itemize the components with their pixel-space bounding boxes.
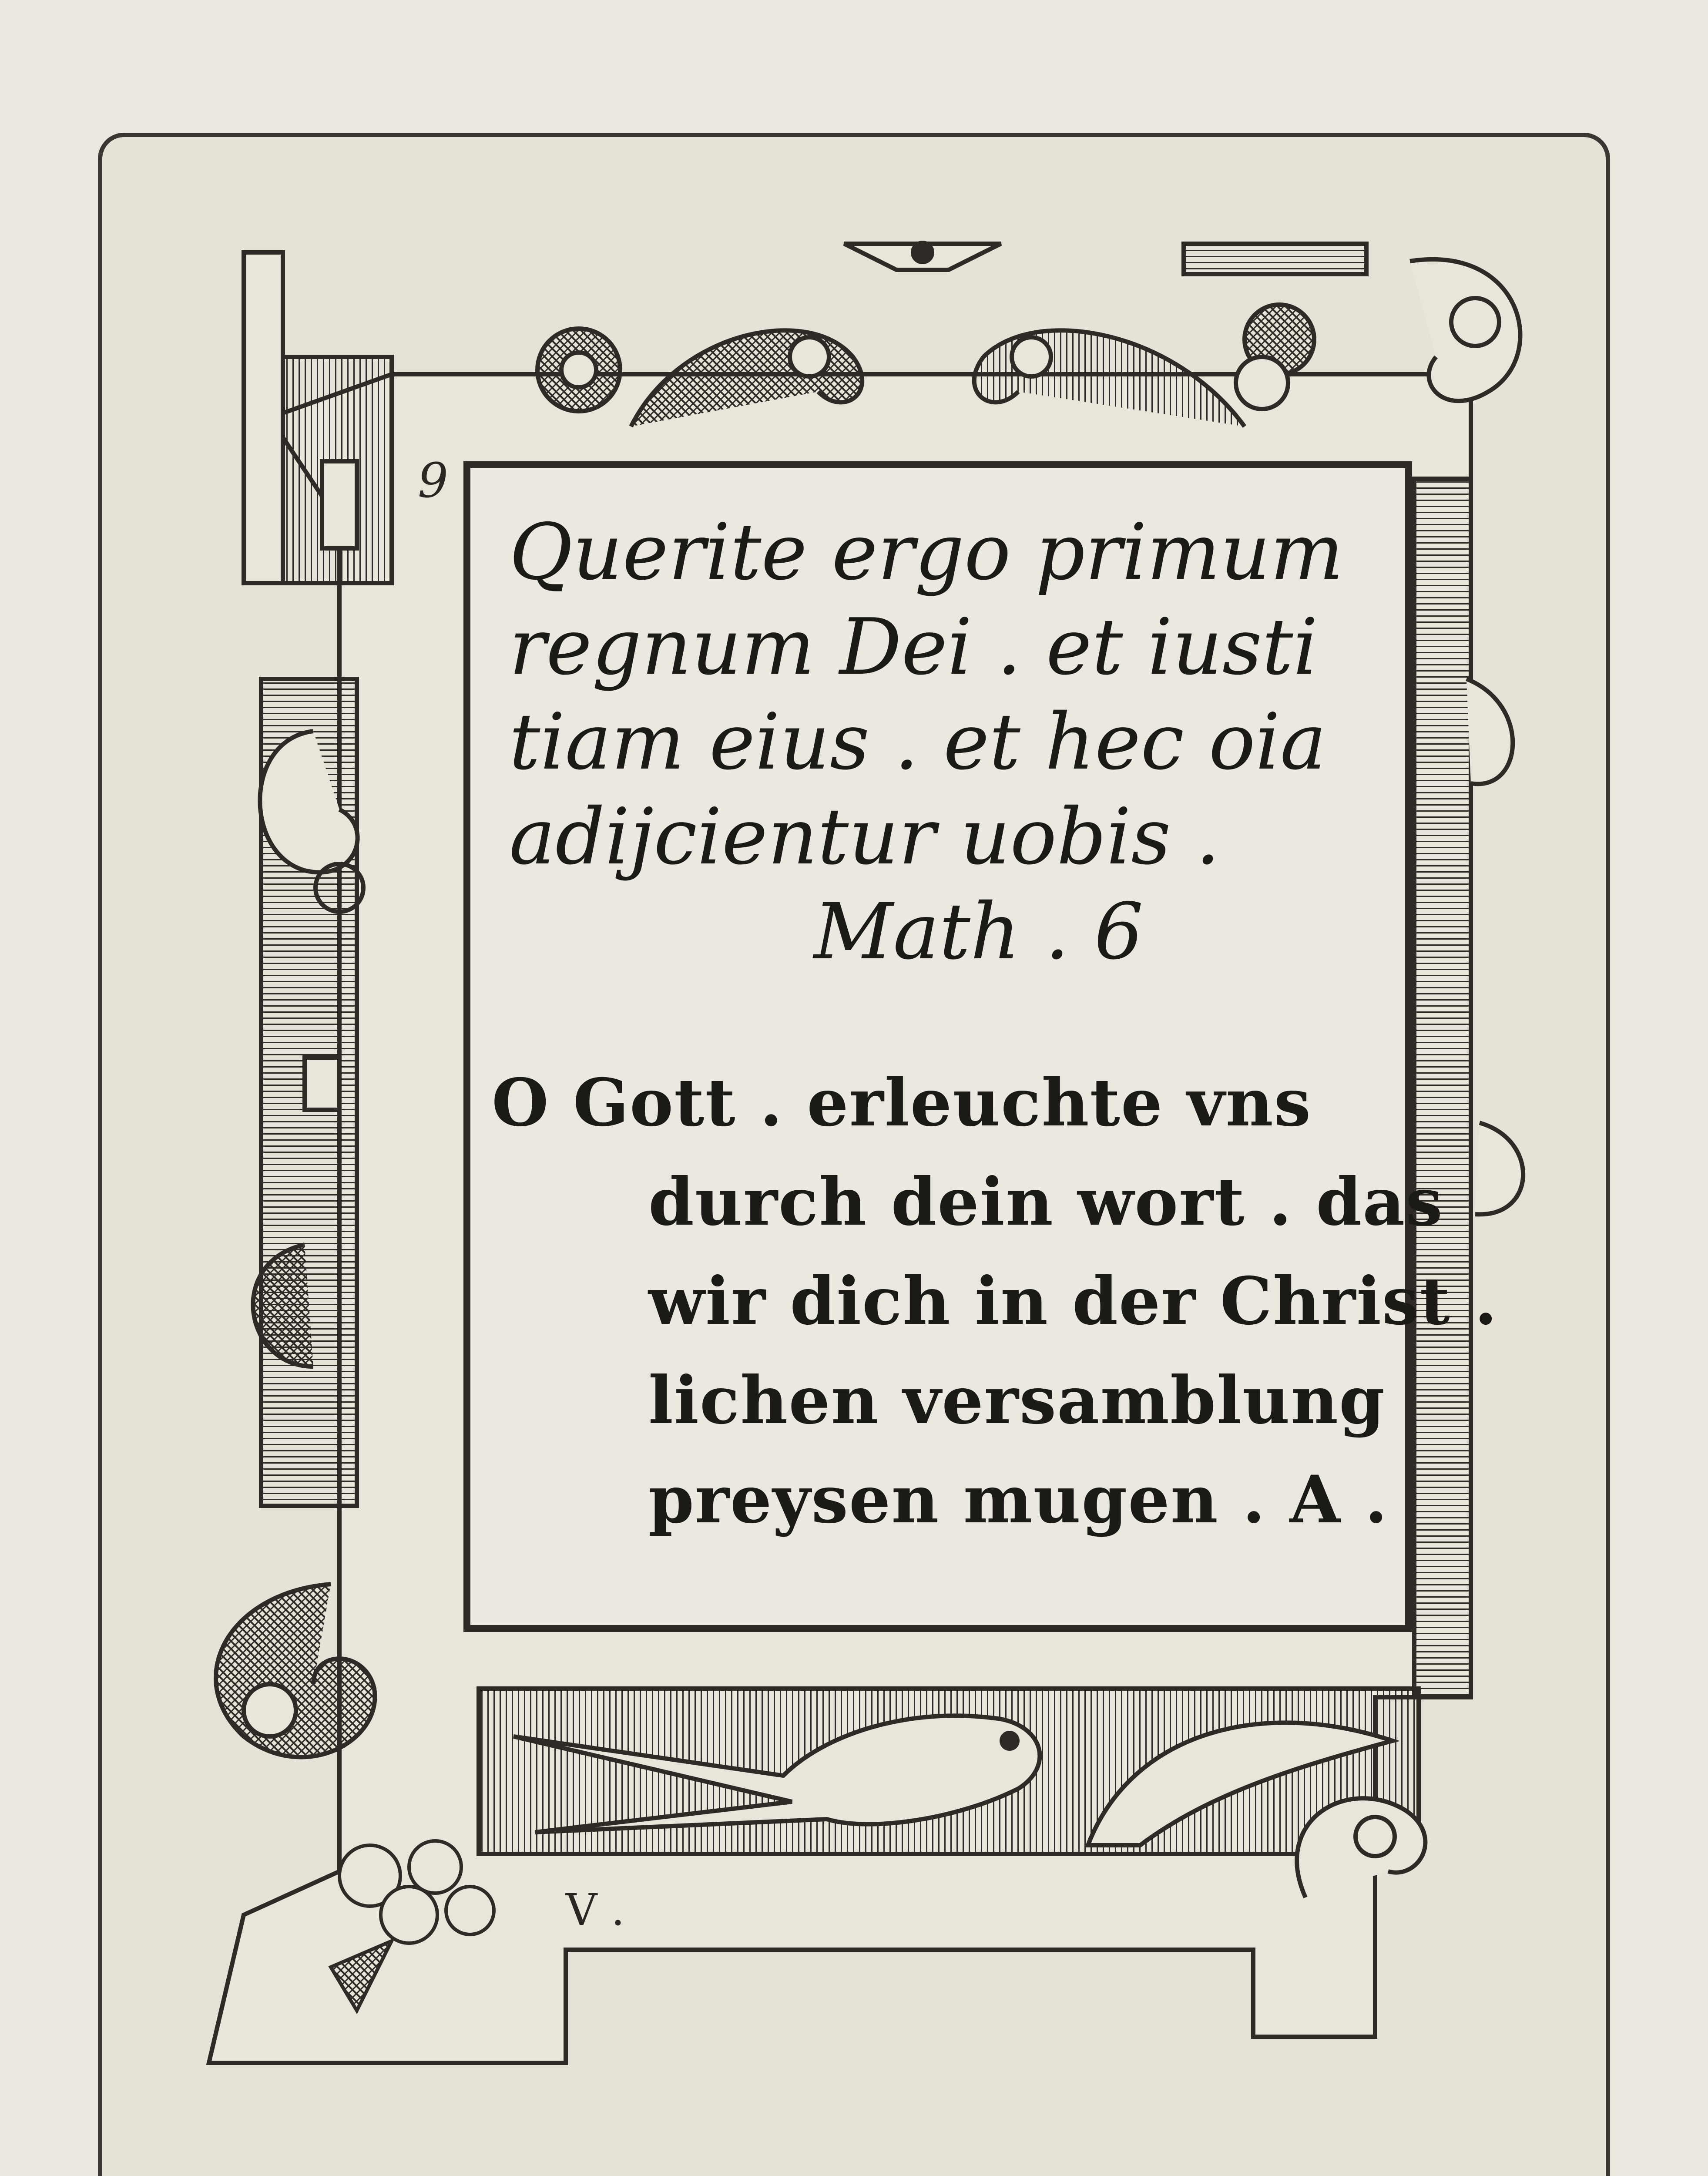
plate-number: 9 [418,453,448,508]
latin-line: regnum Dei . et iusti [509,602,1318,692]
german-inscription [492,1053,1498,1549]
latin-inscription [509,505,1401,979]
scripture-reference: Math . 6 [814,887,1144,977]
german-line: lichen versamblung [648,1362,1386,1439]
german-line: wir dich in der Christ . [648,1263,1498,1340]
german-line: preysen mugen . A . [648,1461,1389,1538]
german-line: O Gott . erleuchte vns [492,1064,1312,1141]
latin-line: tiam eius . et hec oia [509,697,1326,787]
german-line: durch dein wort . das [648,1164,1443,1240]
engraver-mark: V . [566,1884,625,1935]
latin-line: Querite ergo primum [509,507,1344,597]
latin-line: adijcientur uobis . [509,792,1220,882]
